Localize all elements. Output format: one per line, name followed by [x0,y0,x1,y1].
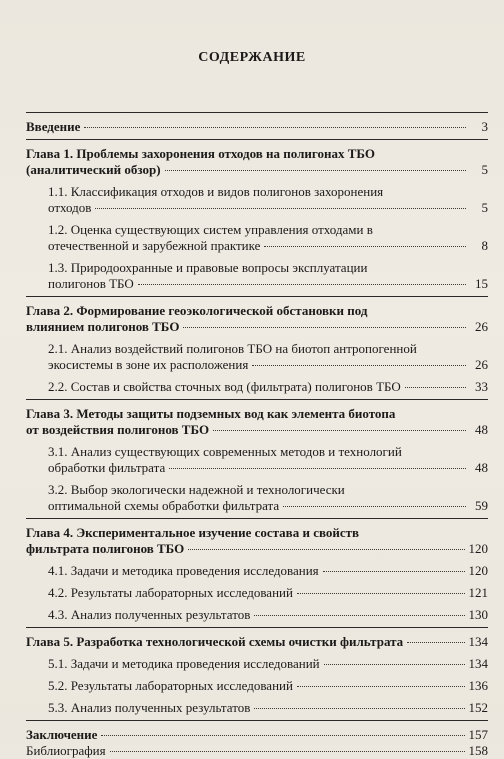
toc-entry-text: 3.1. Анализ существующих современных методов и технологий [48,444,402,459]
toc-section-entry [26,607,488,623]
toc-page-number: 136 [468,678,488,693]
leader-dots [95,208,466,209]
toc-entry-text: (аналитический обзор) [26,162,161,177]
leader-dots [283,506,466,507]
toc-entry-text: 5.3. Анализ полученных результатов [48,700,251,715]
toc-page-number: 3 [481,119,488,134]
leader-dots [407,642,464,643]
toc-entry-text: обработки фильтрата [48,460,166,475]
toc-entry-text: Глава 3. Методы защиты подземных вод как элемента биотопа [26,406,396,421]
toc-entry-text: 1.3. Природоохранные и правовые вопросы эксплуатации [48,260,368,275]
leader-dots [188,549,464,550]
leader-dots [264,246,466,247]
toc-chapter-entry [26,119,488,135]
leader-dots [101,735,464,736]
toc-entry-text: Глава 4. Экспериментальное изучение состава и свойств [26,525,360,540]
toc-chapter-entry [26,146,488,178]
toc-page-number: 130 [468,607,488,622]
toc-page-number: 59 [475,498,488,513]
toc-section-entry [26,379,488,395]
toc-entry-text: Библиография [26,743,106,758]
toc-entry-text: фильтрата полигонов ТБО [26,541,185,556]
toc-page-number: 26 [475,319,488,334]
toc-page-number: 134 [468,656,488,671]
toc-entry-text: 2.1. Анализ воздействий полигонов ТБО на биотоп антропогенной [48,341,417,356]
leader-dots [297,686,465,687]
toc-section-entry [26,184,488,216]
toc-page-number: 5 [481,200,488,215]
toc-rule [26,112,488,113]
leader-dots [165,170,466,171]
page-title: СОДЕРЖАНИЕ [198,50,306,65]
toc-page-number: 158 [468,743,488,758]
toc-page-number: 26 [475,357,488,372]
toc-entry-text: Глава 5. Разработка технологической схемы очистки фильтрата [26,634,404,649]
leader-dots [254,615,464,616]
toc-entry-text: Глава 1. Проблемы захоронения отходов на полигонах ТБО [26,146,376,161]
toc-page-number: 120 [468,541,488,556]
toc-rule [26,720,488,721]
toc-chapter-entry [26,525,488,557]
toc-chapter-entry [26,727,488,743]
toc-entry-text: отечественной и зарубежной практике [48,238,261,253]
leader-dots [254,708,464,709]
toc-rule [26,518,488,519]
toc-section-entry [26,678,488,694]
toc-page-number: 48 [475,460,488,475]
toc-page-number: 33 [475,379,488,394]
toc-chapter-entry [26,303,488,335]
toc-chapter-entry [26,634,488,650]
toc-page-number: 120 [468,563,488,578]
toc-rule [26,296,488,297]
toc-entry-text: 3.2. Выбор экологически надежной и технологически [48,482,345,497]
toc-page-number: 5 [481,162,488,177]
toc-rule [26,399,488,400]
leader-dots [110,751,465,752]
toc-entry-text: экосистемы в зоне их расположения [48,357,249,372]
leader-dots [138,284,466,285]
leader-dots [405,387,466,388]
toc-entry-text: 4.3. Анализ полученных результатов [48,607,251,622]
toc-page-number: 134 [468,634,488,649]
toc-page-number: 121 [468,585,488,600]
leader-dots [252,365,466,366]
toc-entry-text: Заключение [26,727,98,742]
toc-entry-text: от воздействия полигонов ТБО [26,422,210,437]
toc-section-entry [26,656,488,672]
leader-dots [183,327,466,328]
table-of-contents [26,110,488,759]
toc-entry-text: 5.1. Задачи и методика проведения исследований [48,656,320,671]
toc-entry-text: влиянием полигонов ТБО [26,319,180,334]
toc-entry-text: 2.2. Состав и свойства сточных вод (фильтрата) полигонов ТБО [48,379,401,394]
toc-section-entry [26,444,488,476]
leader-dots [84,127,466,128]
toc-entry-text: оптимальной схемы обработки фильтрата [48,498,280,513]
toc-entry-text: отходов [48,200,92,215]
toc-section-entry [26,341,488,373]
toc-page-number: 8 [481,238,488,253]
leader-dots [297,593,465,594]
toc-section-entry [26,563,488,579]
leader-dots [323,571,465,572]
toc-page-number: 48 [475,422,488,437]
toc-entry-text: Глава 2. Формирование геоэкологической обстановки под [26,303,368,318]
toc-section-entry [26,260,488,292]
toc-entry-text: 1.1. Классификация отходов и видов полигонов захоронения [48,184,384,199]
toc-entry-text: 5.2. Результаты лабораторных исследований [48,678,293,693]
toc-rule [26,139,488,140]
toc-entry-text: Введение [26,119,81,134]
toc-page-number: 152 [468,700,488,715]
toc-section-entry [26,482,488,514]
toc-entry [26,743,488,759]
toc-section-entry [26,222,488,254]
toc-section-entry [26,700,488,716]
toc-section-entry [26,585,488,601]
toc-entry-text: 4.1. Задачи и методика проведения исследования [48,563,319,578]
leader-dots [213,430,466,431]
toc-page-number: 157 [468,727,488,742]
leader-dots [324,664,465,665]
toc-entry-text: полигонов ТБО [48,276,134,291]
toc-rule [26,627,488,628]
toc-entry-text: 1.2. Оценка существующих систем управления отходами в [48,222,373,237]
toc-page-number: 15 [475,276,488,291]
leader-dots [169,468,466,469]
toc-chapter-entry [26,406,488,438]
toc-entry-text: 4.2. Результаты лабораторных исследований [48,585,293,600]
